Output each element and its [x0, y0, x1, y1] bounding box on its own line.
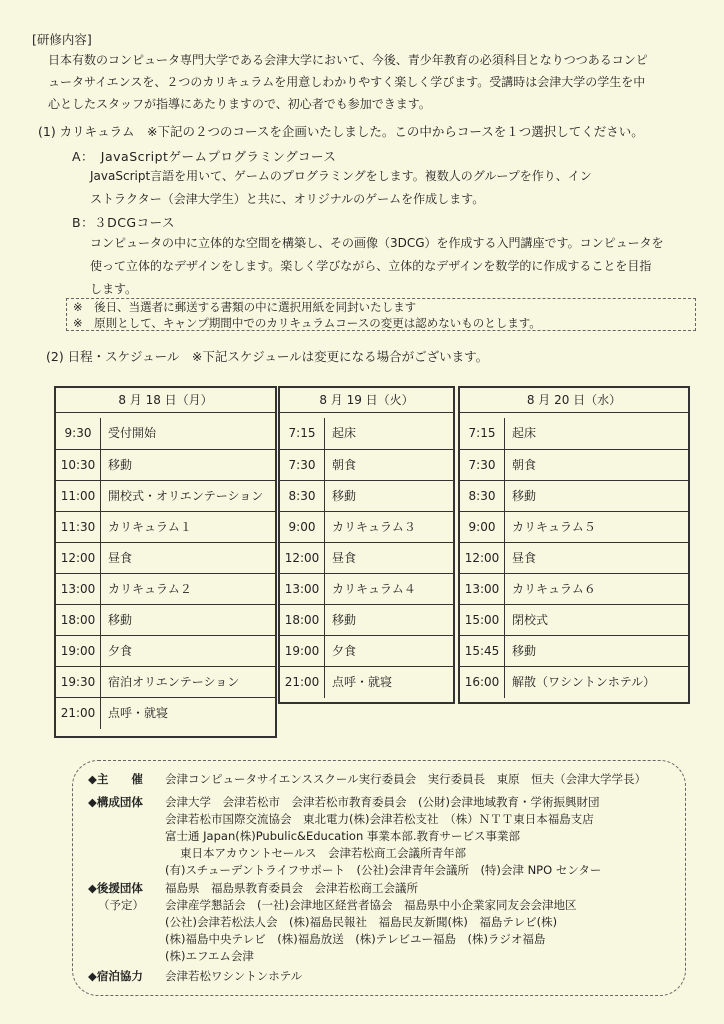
schedule-row	[56, 542, 275, 574]
row-event: 夕食	[332, 644, 357, 658]
row-time: 13:00	[460, 574, 505, 605]
host-text: 会津コンピュータサイエンススクール実行委員会 実行委員長 東原 恒夫（会津大学学長）	[165, 772, 647, 786]
row-time: 7:30	[280, 450, 325, 481]
row-time: 13:00	[56, 574, 101, 605]
row-time: 10:30	[56, 450, 101, 481]
row-time: 19:00	[56, 636, 101, 667]
row-event: カリキュラム３	[332, 520, 416, 534]
row-event: 移動	[512, 489, 537, 503]
schedule-title: (2) 日程・スケジュール ※下記スケジュールは変更になる場合がございます。	[46, 349, 489, 364]
support-line: (公社)会津若松法人会 (株)福島民報社 福島民友新聞(株) 福島テレビ(株)	[165, 915, 558, 929]
member-line: 富士通 Japan(株)Pubulic&Education 事業本部.教育サービス事業部	[165, 829, 521, 843]
schedule-row	[460, 635, 688, 667]
host-label: ◆主 催	[88, 772, 143, 786]
members-label: ◆構成団体	[88, 795, 143, 809]
member-line: 会津若松市国際交流協会 東北電力(株)会津若松支社 （株）ＮＴＴ東日本福島支店	[165, 812, 594, 826]
row-event: 開校式・オリエンテーション	[108, 489, 264, 503]
course-a-line: ストラクター（会津大学生）と共に、オリジナルのゲームを作成します。	[90, 192, 485, 206]
intro-line: 心としたスタッフが指導にあたりますので、初心者でも参加できます。	[48, 97, 431, 111]
row-event: カリキュラム１	[108, 520, 192, 534]
schedule-row	[56, 635, 275, 667]
row-event: 宿泊オリエンテーション	[108, 675, 240, 689]
row-event: 朝食	[332, 458, 357, 472]
row-event: 移動	[512, 644, 537, 658]
row-event: カリキュラム２	[108, 582, 192, 596]
course-a-line: JavaScript言語を用いて、ゲームのプログラミングをします。複数人のグループを作り、イン	[90, 169, 592, 183]
schedule-row	[280, 635, 453, 667]
schedule-row	[460, 511, 688, 543]
member-line: (有)スチューデントライフサポート (公社)会津青年会議所 (特)会津 NPO センター	[165, 863, 602, 877]
row-time: 8:30	[280, 481, 325, 512]
day-2-date: 8 月 19 日（火）	[280, 388, 453, 413]
intro-paragraph	[48, 49, 688, 115]
row-time: 15:00	[460, 605, 505, 636]
row-event: 閉校式	[512, 613, 549, 627]
lodging-text: 会津若松ワシントンホテル	[165, 969, 303, 983]
schedule-row	[56, 666, 275, 698]
support-sub-label: （予定）	[98, 898, 144, 912]
row-event: 解散（ワシントンホテル）	[512, 675, 656, 689]
row-time: 7:15	[280, 418, 325, 449]
row-event: 夕食	[108, 644, 133, 658]
support-line: (株)エフエム会津	[165, 949, 254, 963]
row-event: カリキュラム４	[332, 582, 416, 596]
row-time: 9:00	[280, 512, 325, 543]
row-time: 13:00	[280, 574, 325, 605]
day-1-date: 8 月 18 日（月）	[56, 388, 275, 413]
row-event: 点呼・就寝	[108, 706, 169, 720]
support-label: ◆後援団体	[88, 881, 143, 895]
schedule-row	[56, 480, 275, 512]
row-time: 16:00	[460, 667, 505, 698]
row-event: 昼食	[332, 551, 357, 565]
lodging-label: ◆宿泊協力	[88, 969, 143, 983]
row-time: 9:00	[460, 512, 505, 543]
row-time: 19:30	[56, 667, 101, 698]
row-time: 12:00	[460, 543, 505, 574]
row-event: 昼食	[512, 551, 537, 565]
row-time: 7:15	[460, 418, 505, 449]
schedule-row	[460, 449, 688, 481]
schedule-row	[460, 666, 688, 698]
row-time: 8:30	[460, 481, 505, 512]
row-time: 15:45	[460, 636, 505, 667]
curriculum-title: (1) カリキュラム ※下記の２つのコースを企画いたしました。この中からコースを１つ選択してください。	[38, 124, 644, 139]
schedule-row	[56, 697, 275, 729]
row-event: 受付開始	[108, 426, 157, 440]
row-event: 移動	[332, 489, 357, 503]
note-line: ※ 原則として、キャンプ期間中でのカリキュラムコースの変更は認めないものとします。	[73, 316, 541, 330]
row-time: 11:00	[56, 481, 101, 512]
schedule-row	[56, 604, 275, 636]
course-a-description	[90, 165, 695, 211]
schedule-row	[56, 449, 275, 481]
member-line: 東日本アカウントセールス 会津若松商工会議所青年部	[180, 846, 467, 860]
schedule-row	[460, 480, 688, 512]
intro-line: 日本有数のコンピュータ専門大学である会津大学において、今後、青少年教育の必須科目となりつつあるコンピ	[48, 53, 648, 67]
section-heading: [研修内容]	[32, 32, 92, 47]
schedule-row	[280, 604, 453, 636]
row-time: 9:30	[56, 418, 101, 449]
schedule-row	[280, 573, 453, 605]
row-time: 21:00	[56, 698, 101, 729]
row-event: 点呼・就寝	[332, 675, 393, 689]
row-time: 12:00	[280, 543, 325, 574]
schedule-row	[280, 666, 453, 698]
row-event: カリキュラム６	[512, 582, 596, 596]
row-time: 12:00	[56, 543, 101, 574]
course-b-title: B：３DCGコース	[72, 215, 175, 230]
schedule-row	[56, 511, 275, 543]
schedule-row	[280, 542, 453, 574]
schedule-row	[460, 573, 688, 605]
row-event: 朝食	[512, 458, 537, 472]
support-line: 会津産学懇話会 (一社)会津地区経営者協会 福島県中小企業家同友会会津地区	[165, 898, 577, 912]
schedule-row	[280, 480, 453, 512]
course-b-line: します。	[90, 282, 138, 296]
row-event: 移動	[108, 458, 133, 472]
row-time: 7:30	[460, 450, 505, 481]
course-b-description	[90, 232, 695, 301]
schedule-day-1	[54, 386, 277, 738]
row-event: 昼食	[108, 551, 133, 565]
course-b-line: コンピュータの中に立体的な空間を構築し、その画像（3DCG）を作成する入門講座です。コンピュータを	[90, 236, 664, 250]
schedule-day-2	[278, 386, 455, 704]
row-time: 18:00	[56, 605, 101, 636]
member-line: 会津大学 会津若松市 会津若松市教育委員会 (公財)会津地域教育・学術振興財団	[165, 795, 600, 809]
support-line: (株)福島中央テレビ (株)福島放送 (株)テレビユー福島 (株)ラジオ福島	[165, 932, 546, 946]
schedule-day-3	[458, 386, 690, 704]
schedule-row	[280, 511, 453, 543]
row-event: 起床	[332, 426, 357, 440]
row-event: カリキュラム５	[512, 520, 596, 534]
course-b-line: 使って立体的なデザインをします。楽しく学びながら、立体的なデザインを数学的に作成することを目指	[90, 259, 652, 273]
note-line: ※ 後日、当選者に郵送する書類の中に選択用紙を同封いたします	[73, 300, 417, 314]
row-event: 起床	[512, 426, 537, 440]
schedule-row	[280, 449, 453, 481]
support-line: 福島県 福島県教育委員会 会津若松商工会議所	[165, 881, 418, 895]
intro-line: ュータサイエンスを、２つのカリキュラムを用意しわかりやすく楽しく学びます。受講時は会津大学の学生を中	[48, 75, 646, 89]
row-time: 11:30	[56, 512, 101, 543]
curriculum-notes	[66, 298, 696, 331]
row-time: 18:00	[280, 605, 325, 636]
row-event: 移動	[332, 613, 357, 627]
schedule-row	[460, 604, 688, 636]
row-event: 移動	[108, 613, 133, 627]
row-time: 21:00	[280, 667, 325, 698]
schedule-row	[56, 573, 275, 605]
schedule-row	[460, 542, 688, 574]
day-3-date: 8 月 20 日（水）	[460, 388, 688, 413]
row-time: 19:00	[280, 636, 325, 667]
course-a-title: A： JavaScriptゲームプログラミングコース	[72, 149, 337, 164]
